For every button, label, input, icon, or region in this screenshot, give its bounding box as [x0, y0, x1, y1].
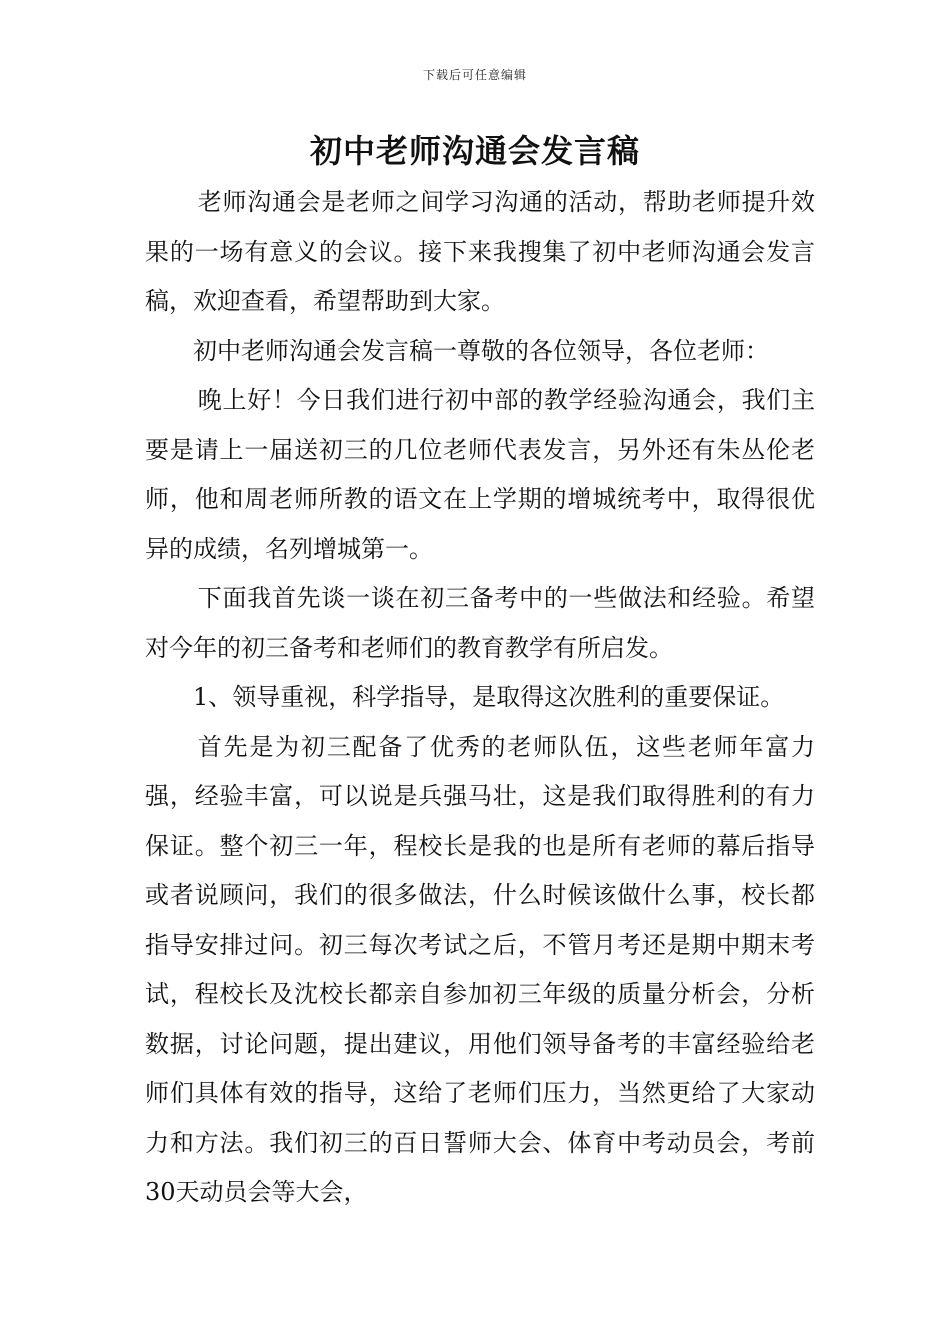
page-title: 初中老师沟通会发言稿: [309, 132, 640, 170]
header-note: 下载后可任意编辑: [422, 68, 527, 82]
paragraph-experience-intro: 下面我首先谈一谈在初三备考中的一些做法和经验。希望对今年的初三备考和老师们的教育教学有所启发。: [145, 584, 815, 662]
paragraph-salutation: 初中老师沟通会发言稿一尊敬的各位领导，各位老师：: [193, 336, 769, 365]
document-body: [145, 178, 815, 1218]
paragraph-intro: 老师沟通会是老师之间学习沟通的活动，帮助老师提升效果的一场有意义的会议。接下来我搜集了初中老师沟通会发言稿，欢迎查看，希望帮助到大家。: [145, 188, 815, 315]
paragraph-point-1: 1、领导重视，科学指导，是取得这次胜利的重要保证。: [193, 683, 785, 711]
paragraph-point-1-detail: 首先是为初三配备了优秀的老师队伍，这些老师年富力强，经验丰富，可以说是兵强马壮，这是我们取得胜利的有力保证。整个初三一年，程校长是我的也是所有老师的幕后指导或者说顾问，我们的很多做法，什么时候该做什么事，校长都指导安排过问。初三每次考试之后，不管月考还是期中期末考试，程校长及沈校长都亲自参加初三年级的质量分析会，分析数据，讨论问题，提出建议，用他们领导备考的丰富经验给老师们具体有效的指导，这给了老师们压力，当然更给了大家动力和方法。我们初三的百日誓师大会、体育中考动员会，考前30天动员会等大会，: [145, 732, 815, 1206]
paragraph-greeting: 晚上好！今日我们进行初中部的教学经验沟通会，我们主要是请上一届送初三的几位老师代表发言，另外还有朱丛伦老师，他和周老师所教的语文在上学期的增城统考中，取得很优异的成绩，名列增城第一。: [145, 386, 815, 563]
